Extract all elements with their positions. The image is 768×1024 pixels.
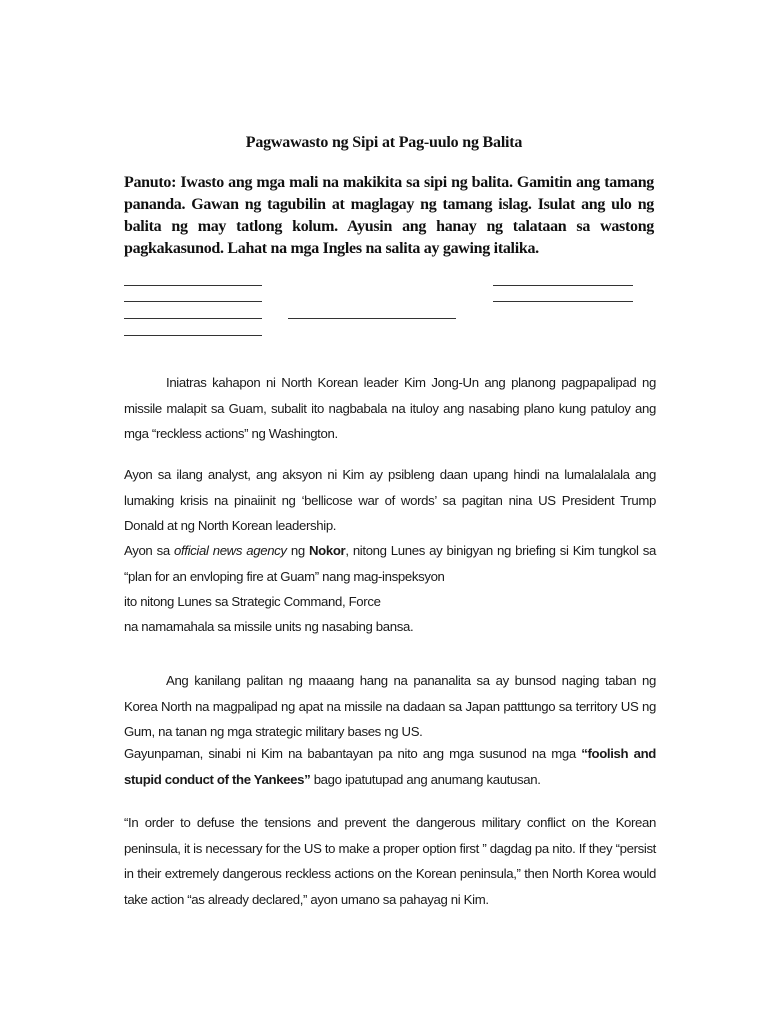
paragraph-3-text-a: Ayon sa xyxy=(124,543,174,558)
blank-line xyxy=(493,285,633,287)
paragraph-7-text-b: bago ipatutupad ang anumang kautusan. xyxy=(310,771,541,787)
paragraph-2: Ayon sa ilang analyst, ang aksyon ni Kim ay psibleng daan upang hindi na lumalalalala ang lumaking krisis na pinaiinit ng ‘bellicose war of words’ sa pagitan nina US President Trump Donald at ng North Korean leadership. xyxy=(124,467,656,533)
document-title: Pagwawasto ng Sipi at Pag-uulo ng Balita xyxy=(245,134,523,151)
instructions: Panuto: Iwasto ang mga mali na makikita sa sipi ng balita. Gamitin ang tamang pananda. Gawan ng tagubilin at maglagay ng tamang islag. Isulat ang ulo ng balita ng may tatlong kolum. Ayusin ang hanay ng talataan sa wastong pagkakasunod. Lahat na mga Ingles na salita ay gawing italika. xyxy=(124,174,654,257)
blank-line xyxy=(124,318,262,320)
blank-line xyxy=(124,301,262,303)
paragraph-3-text-c: , nitong Lunes ay binigyan ng briefing si Kim tungkol sa “plan for an envloping fire at Guam” nang mag-inspeksyon xyxy=(124,543,656,584)
paragraph-7-bold: “foolish and stupid conduct of the Yankees” xyxy=(124,746,656,787)
paragraph-3-italic: official news agency xyxy=(173,543,287,558)
paragraph-7-text-a: Gayunpaman, sinabi ni Kim na babantayan pa nito ang mga susunod na mga xyxy=(124,746,582,761)
paragraph-3 xyxy=(124,538,656,589)
paragraph-3-text-b: ng xyxy=(286,543,309,558)
paragraph-3-bold: Nokor xyxy=(308,543,346,558)
paragraph-1: Iniatras kahapon ni North Korean leader Kim Jong-Un ang planong pagpapalipad ng missile malapit sa Guam, subalit ito nagbabala na ituloy ang nasabing plano kung patuloy ang mga “reckless actions” ng Washington. xyxy=(124,375,656,441)
paragraph-6: Ang kanilang palitan ng maaang hang na pananalita sa ay bunsod naging taban ng Korea North na magpalipad ng apat na missile na dadaan sa Japan patttungo sa territory US ng Gum, na tanan ng mga strategic military bases ng US. xyxy=(124,673,656,739)
line-5: na namamahala sa missile units ng nasabing bansa. xyxy=(124,619,414,634)
paragraph-7 xyxy=(124,741,656,792)
paragraph-8: “In order to defuse the tensions and prevent the dangerous military conflict on the Korean peninsula, it is necessary for the US to make a proper option first ” dagdag pa nito. If they “persist in their extremely dangerous reckless actions on the Korean peninsula,” then North Korea would take action “as already declared,” ayon umano sa pahayag ni Kim. xyxy=(124,815,656,907)
blank-line xyxy=(288,318,456,320)
line-4: ito nitong Lunes sa Strategic Command, Force xyxy=(124,594,381,609)
blank-line xyxy=(493,301,633,303)
blank-line xyxy=(124,335,262,337)
blank-line xyxy=(124,285,262,287)
